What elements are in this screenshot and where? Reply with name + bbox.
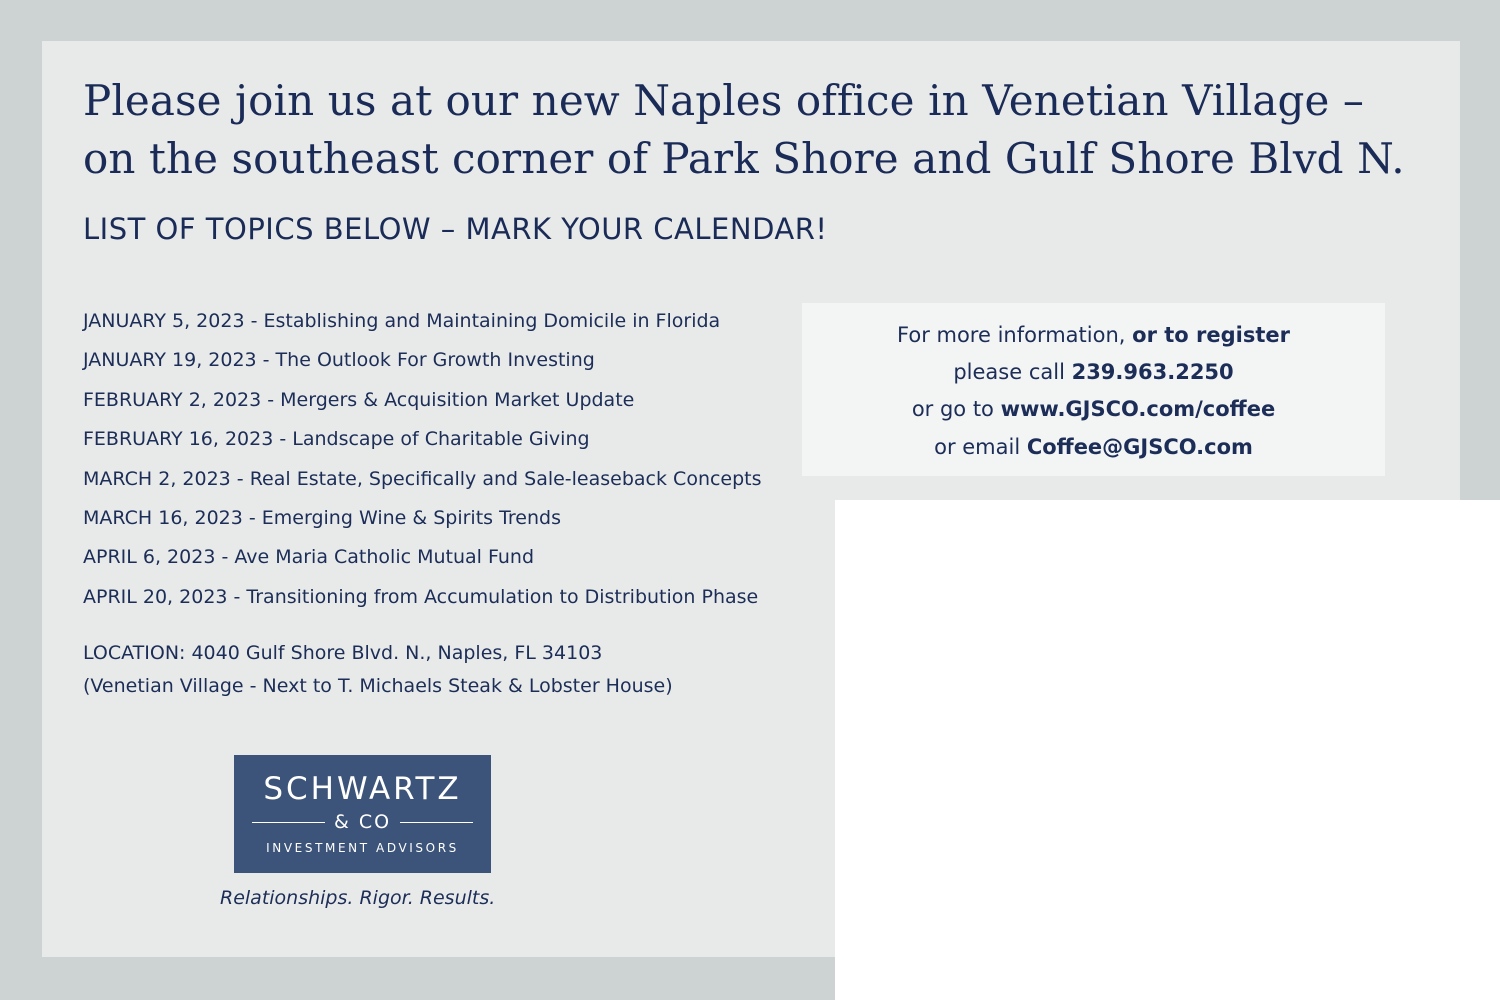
topic-item: JANUARY 19, 2023 - The Outlook For Growth Investing — [83, 349, 595, 372]
logo-rule-left — [252, 822, 325, 823]
location-address: LOCATION: 4040 Gulf Shore Blvd. N., Naples, FL 34103 — [83, 642, 603, 664]
email-link[interactable]: Coffee@GJSCO.com — [1026, 434, 1253, 459]
info-line-website — [802, 391, 1385, 428]
topic-item: JANUARY 5, 2023 - Establishing and Maintaining Domicile in Florida — [83, 310, 721, 332]
logo-subtitle: INVESTMENT ADVISORS — [266, 841, 459, 855]
topic-item: APRIL 20, 2023 - Transitioning from Accumulation to Distribution Phase — [83, 585, 759, 608]
headline-line-1: Please join us at our new Naples office in Venetian Village – — [83, 76, 1365, 125]
website-link[interactable]: www.GJSCO.com/coffee — [1000, 397, 1276, 422]
info-box — [802, 303, 1385, 476]
topic-item: FEBRUARY 2, 2023 - Mergers & Acquisition Market Update — [83, 388, 635, 411]
topic-item: MARCH 16, 2023 - Emerging Wine & Spirits Trends — [83, 506, 561, 529]
subheading: LIST OF TOPICS BELOW – MARK YOUR CALENDAR! — [83, 212, 828, 246]
location-block — [83, 637, 673, 702]
company-logo — [234, 755, 491, 873]
logo-co-row — [252, 810, 473, 834]
info-text: or email — [934, 434, 1027, 459]
topic-item: APRIL 6, 2023 - Ave Maria Catholic Mutual Fund — [83, 546, 534, 569]
phone-number: 239.963.2250 — [1071, 360, 1234, 385]
tagline: Relationships. Rigor. Results. — [220, 887, 496, 909]
register-text: or to register — [1132, 323, 1290, 347]
info-line-register — [802, 317, 1385, 354]
info-line-phone — [802, 354, 1385, 391]
info-text: or go to — [911, 397, 1001, 422]
topic-item: MARCH 2, 2023 - Real Estate, Specifically and Sale-leaseback Concepts — [83, 467, 762, 490]
blank-white-area — [835, 500, 1500, 1000]
info-line-email — [802, 429, 1385, 466]
logo-name: SCHWARTZ — [263, 771, 462, 807]
info-text: please call — [953, 360, 1072, 385]
logo-co: & CO — [333, 811, 392, 833]
topic-item: FEBRUARY 16, 2023 - Landscape of Charitable Giving — [83, 428, 590, 451]
info-text: For more information, — [897, 323, 1133, 347]
logo-rule-right — [400, 822, 473, 823]
headline-line-2: on the southeast corner of Park Shore and Gulf Shore Blvd N. — [83, 134, 1405, 183]
topic-list — [83, 302, 762, 617]
location-note: (Venetian Village - Next to T. Michaels Steak & Lobster House) — [83, 674, 673, 697]
headline — [83, 72, 1405, 188]
